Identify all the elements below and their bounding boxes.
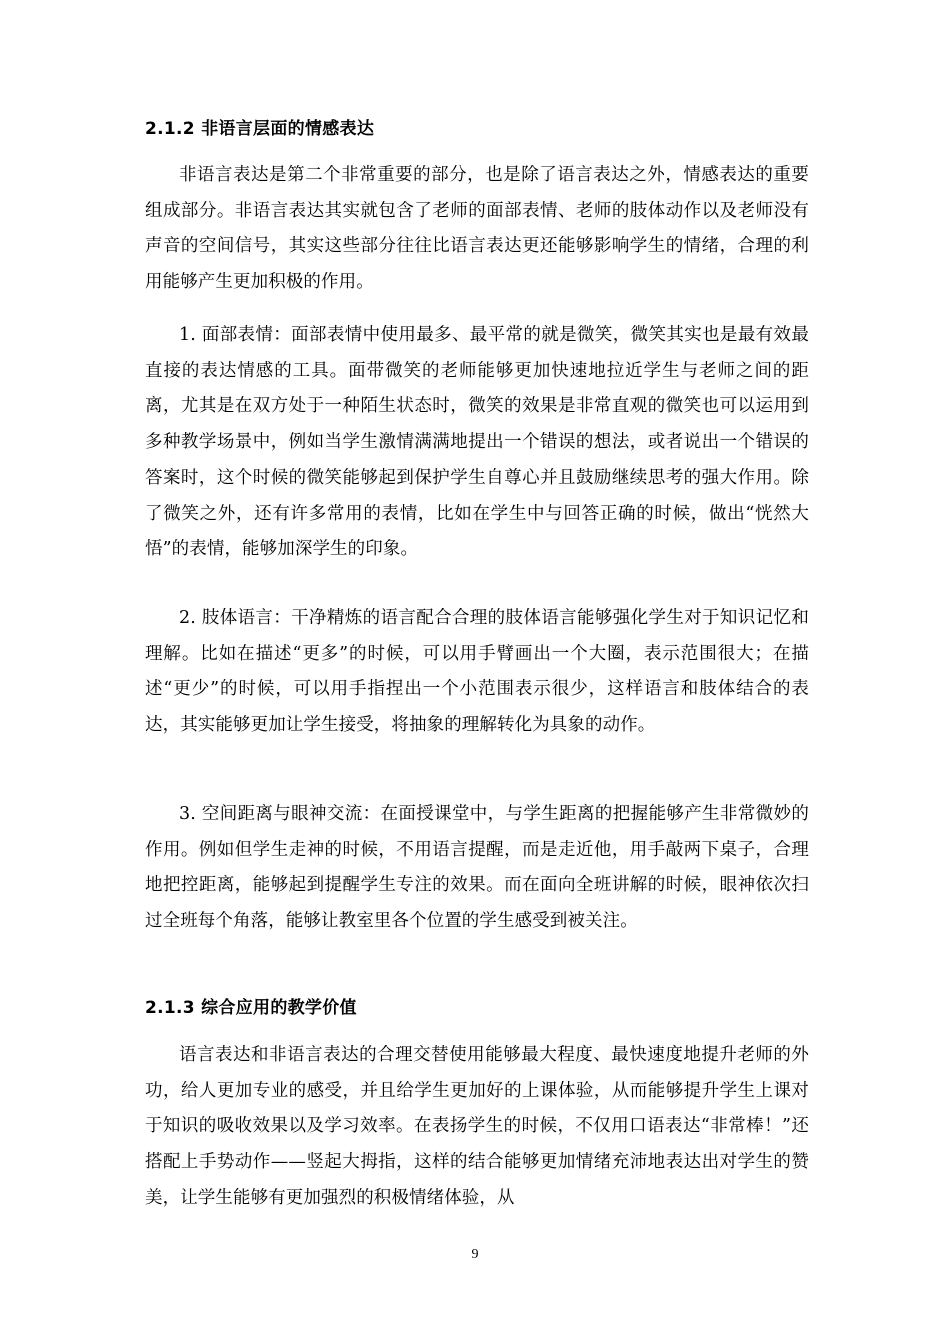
section-heading-2-1-2: 2.1.2 非语言层面的情感表达 [145, 119, 375, 139]
paragraph-space-eye-contact: 3. 空间距离与眼神交流：在面授课堂中，与学生距离的把握能够产生非常微妙的作用。例如但学生走神的时候，不用语言提醒，而是走近他，用手敲两下桌子，合理地把控距离，能够起到提醒学生专注的效果。而在面向全班讲解的时候，眼神依次扫过全班每个角落，能够让教室里各个位置的学生感受到被关注。 [145, 804, 809, 932]
section-heading-2-1-3: 2.1.3 综合应用的教学价值 [145, 998, 357, 1018]
page-number: 9 [471, 1247, 479, 1262]
paragraph-body-language: 2. 肢体语言：干净精炼的语言配合合理的肢体语言能够强化学生对于知识记忆和理解。比如在描述“更多”的时候，可以用手臂画出一个大圈，表示范围很大；在描述“更少”的时候，可以用手指捏出一个小范围表示很少，这样语言和肢体结合的表达，其实能够更加让学生接受，将抽象的理解转化为具象的动作。 [145, 608, 809, 736]
paragraph-facial-expression: 1. 面部表情：面部表情中使用最多、最平常的就是微笑，微笑其实也是最有效最直接的表达情感的工具。面带微笑的老师能够更加快速地拉近学生与老师之间的距离，尤其是在双方处于一种陌生状态时，微笑的效果是非常直观的微笑也可以运用到多种教学场景中，例如当学生激情满满地提出一个错误的想法，或者说出一个错误的答案时，这个时候的微笑能够起到保护学生自尊心并且鼓励继续思考的强大作用。除了微笑之外，还有许多常用的表情，比如在学生中与回答正确的时候，做出“恍然大悟”的表情，能够加深学生的印象。 [145, 325, 809, 560]
paragraph-teaching-value: 语言表达和非语言表达的合理交替使用能够最大程度、最快速度地提升老师的外功，给人更加专业的感受，并且给学生更加好的上课体验，从而能够提升学生上课对于知识的吸收效果以及学习效率。在表扬学生的时候，不仅用口语表达“非常棒！”还搭配上手势动作——竖起大拇指，这样的结合能够更加情绪充沛地表达出对学生的赞美，让学生能够有更加强烈的积极情绪体验，从 [145, 1045, 809, 1208]
paragraph-nonverbal-intro: 非语言表达是第二个非常重要的部分，也是除了语言表达之外，情感表达的重要组成部分。非语言表达其实就包含了老师的面部表情、老师的肢体动作以及老师没有声音的空间信号，其实这些部分往往比语言表达更还能够影响学生的情绪，合理的利用能够产生更加积极的作用。 [145, 165, 809, 293]
